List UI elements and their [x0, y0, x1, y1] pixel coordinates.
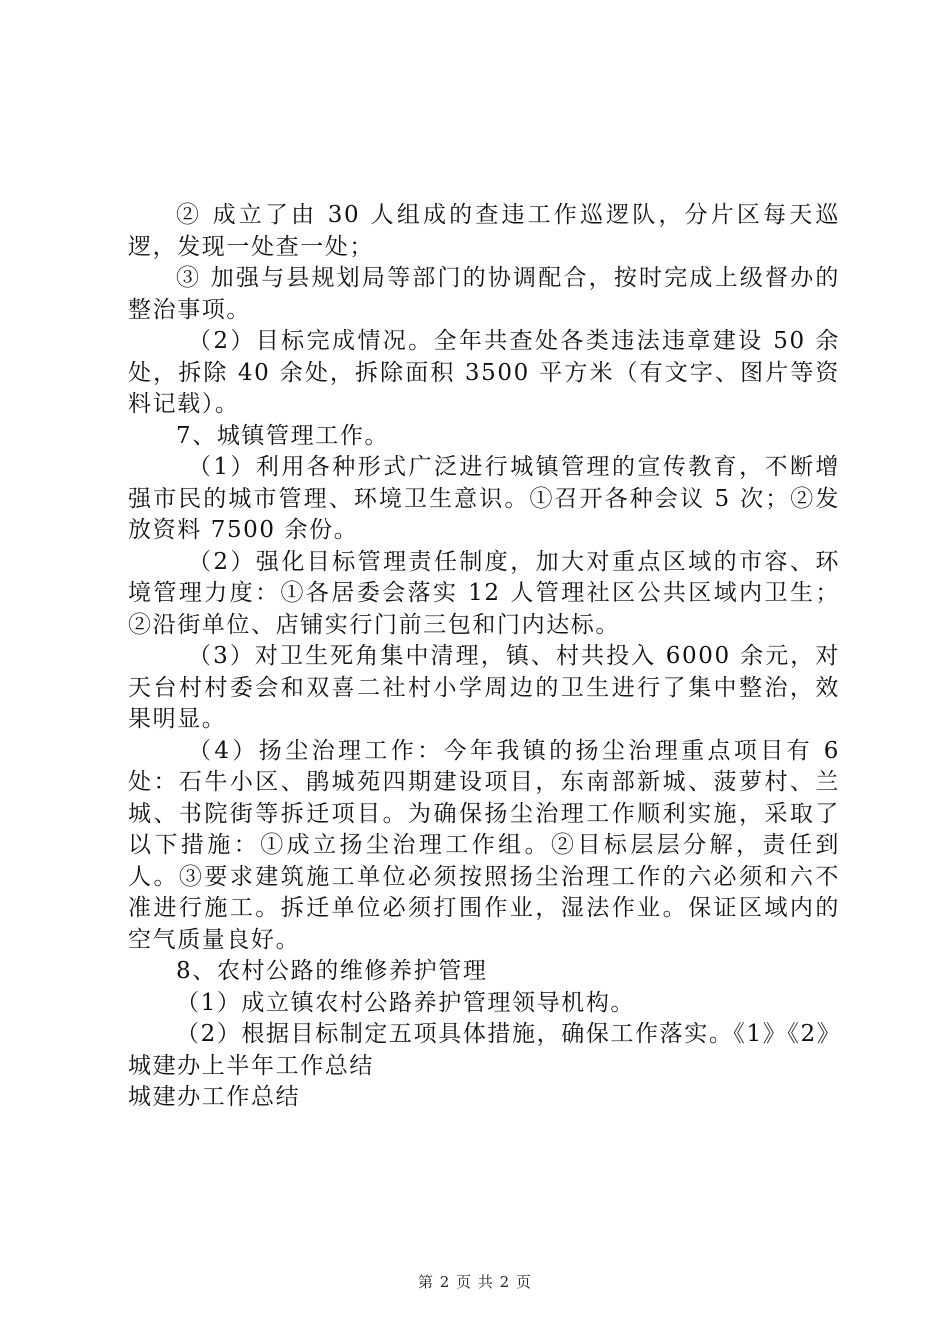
paragraph-dust-control: （4）扬尘治理工作：今年我镇的扬尘治理重点项目有 6 处：石牛小区、鹃城苑四期建设项目，东南部新城、菠萝村、兰城、书院街等拆迁项目。为确保扬尘治理工作顺利实施，采取了以下措施：①成立扬尘治理工作组。②目标层层分解，责任到人。③要求建筑施工单位必须按照扬尘治理工作的六必须和六不准进行施工。拆迁单位必须打围作业，湿法作业。保证区域内的空气质量良好。 [128, 737, 840, 953]
page-number-footer: 第 2 页 共 2 页 [418, 1273, 532, 1291]
paragraph-patrol-team: ② 成立了由 30 人组成的查违工作巡逻队，分片区每天巡逻，发现一处查一处； [128, 202, 840, 260]
paragraph-responsibility: （2）强化目标管理责任制度，加大对重点区域的市容、环境管理力度：①各居委会落实 12 人管理社区公共区域内卫生；②沿街单位、店铺实行门前三包和门内达标。 [128, 548, 840, 638]
paragraph-road-measures: （2）根据目标制定五项具体措施，确保工作落实。《1》《2》 [176, 1021, 842, 1047]
paragraph-publicity: （1）利用各种形式广泛进行城镇管理的宣传教育，不断增强市民的城市管理、环境卫生意识。①召开各种会议 5 次；②发放资料 7500 余份。 [128, 454, 840, 543]
related-title-work-summary: 城建办工作总结 [128, 1084, 301, 1110]
paragraph-coordination: ③ 加强与县规划局等部门的协调配合，按时完成上级督办的整治事项。 [128, 265, 840, 323]
paragraph-sanitation: （3）对卫生死角集中清理，镇、村共投入 6000 余元，对天台村村委会和双喜二社村小学周边的卫生进行了集中整治，效果明显。 [128, 643, 840, 732]
section-heading-rural-roads: 8、农村公路的维修养护管理 [176, 958, 488, 984]
paragraph-road-organization: （1）成立镇农村公路养护管理领导机构。 [176, 989, 636, 1016]
paragraph-target-completion: （2）目标完成情况。全年共查处各类违法违章建设 50 余处，拆除 40 余处，拆除面积 3500 平方米（有文字、图片等资料记载）。 [128, 328, 840, 417]
document-body [128, 200, 840, 1114]
related-title-half-year: 城建办上半年工作总结 [128, 1052, 374, 1079]
section-heading-town-management: 7、城镇管理工作。 [176, 422, 390, 449]
